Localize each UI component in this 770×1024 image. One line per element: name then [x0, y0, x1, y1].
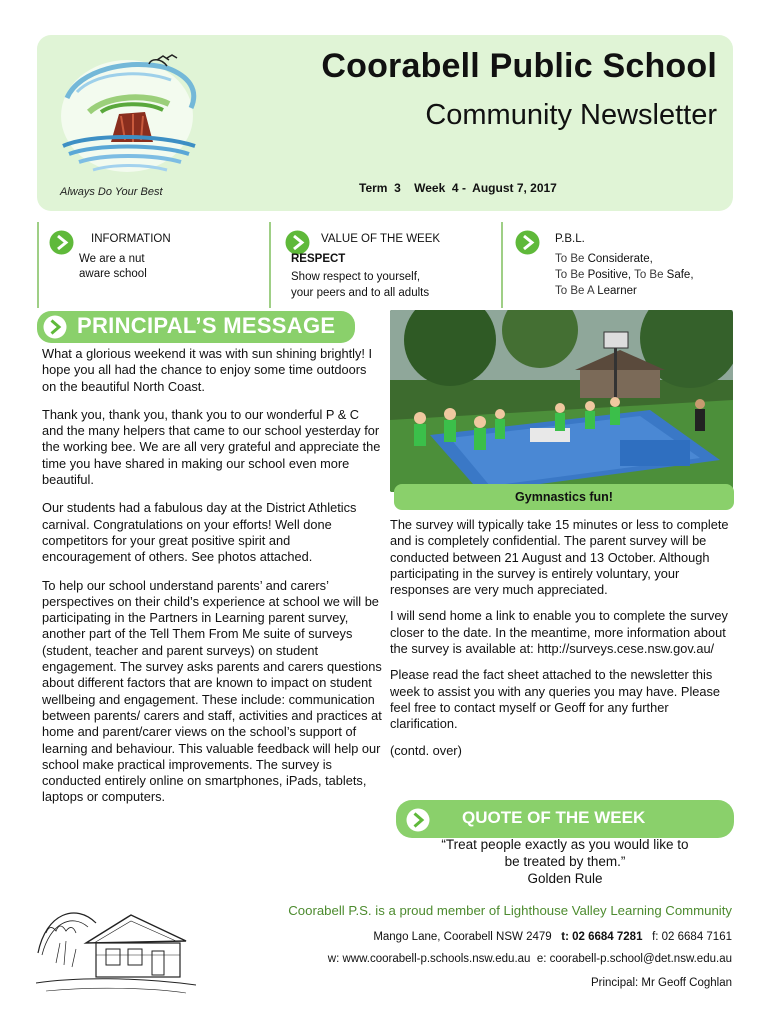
information-box [37, 222, 269, 308]
arrow-right-icon [43, 315, 67, 339]
quote-line: be treated by them.” [504, 854, 626, 869]
principal-message-left-column [42, 346, 382, 806]
principal-paragraph: What a glorious weekend it was with sun shining brightly! I hope you all had the chance to enjoy some time outdoors on the beautiful North Coast. [42, 346, 373, 394]
term-week-date: Term 3 Week 4 - August 7, 2017 [359, 181, 557, 195]
pbl-line: To Be Positive, To Be Safe, [555, 269, 694, 281]
footer-contact-line [373, 931, 732, 943]
footer-phone: t: 02 6684 7281 [561, 931, 643, 943]
footer-member-statement: Coorabell P.S. is a proud member of Lighthouse Valley Learning Community [288, 903, 732, 918]
principal-paragraph: The survey will typically take 15 minutes or less to complete and is completely confidential. The parent survey will be conducted between 21 August and 13 October. Although participating in the survey is entirely voluntary, your responses are very much appreciated. [390, 517, 729, 598]
quote-author: Golden Rule [527, 871, 603, 886]
value-of-week-title: VALUE OF THE WEEK [321, 233, 441, 245]
principal-message-banner [37, 311, 355, 343]
value-of-week-line: Show respect to yourself, [291, 271, 421, 283]
quote-of-week-banner [396, 800, 734, 838]
principal-paragraph: Please read the fact sheet attached to the newsletter this week to assist you with any queries you may have. Please feel free to contact myself or Geoff for any further clarification. [390, 667, 721, 732]
newsletter-header [37, 35, 733, 211]
arrow-right-icon [49, 230, 74, 255]
principal-paragraph: Thank you, thank you, thank you to our wonderful P & C and the many helpers that came to our school yesterday for the working bee. We are all very grateful and appreciate the time you have shared in making our school even more beautiful. [42, 406, 381, 488]
continued-note: (contd. over) [390, 742, 462, 758]
footer-principal: Principal: Mr Geoff Coghlan [590, 977, 732, 989]
footer-web-line [328, 953, 732, 965]
quote-line: “Treat people exactly as you would like to [441, 837, 689, 852]
information-title: INFORMATION [91, 233, 171, 245]
school-logo [49, 50, 207, 183]
footer-fax: f: 02 6684 7161 [652, 931, 732, 943]
value-of-week-box [269, 222, 501, 308]
principal-paragraph: I will send home a link to enable you to complete the survey closer to the date. In the meantime, more information about the survey is available at: http://surveys.cese.nsw.gov.au/ [390, 608, 728, 657]
pbl-title: P.B.L. [555, 233, 585, 245]
information-line: We are a nut [79, 253, 145, 265]
gymnastics-photo [390, 310, 733, 492]
arrow-right-icon [515, 230, 540, 255]
information-line: aware school [79, 268, 147, 280]
newsletter-title: Community Newsletter [425, 99, 717, 131]
school-building-sketch [36, 893, 196, 999]
pbl-line: To Be Considerate, [555, 253, 653, 265]
school-name: Coorabell Public School [321, 47, 717, 85]
arrow-right-icon [406, 808, 430, 832]
school-motto: Always Do Your Best [60, 186, 163, 198]
footer-website: w: www.coorabell-p.schools.nsw.edu.au [327, 953, 531, 965]
pbl-line: To Be A Learner [555, 285, 637, 297]
photo-caption: Gymnastics fun! [394, 484, 734, 510]
pbl-box [501, 222, 733, 308]
value-of-week-line: your peers and to all adults [291, 287, 430, 299]
footer-email: e: coorabell-p.school@det.nsw.edu.au [536, 953, 732, 965]
principal-message-right-column [390, 517, 735, 769]
info-row [37, 222, 733, 308]
principal-paragraph: To help our school understand parents’ and carers’ perspectives on their child’s experience at school we will be participating in the Partners in Learning parent survey, another part of the Tell Them From Me suite of surveys (student, teacher and parent surveys) on student engagement. The survey asks parents and carers questions about different factors that are known to impact on student wellbeing and engagement. These include: communication between parents/ carers and staff, activities and practices at home and parent/carer views on the school’s support of learning and behaviour. This valuable feedback will help our school make practical improvements. The survey is conducted entirely online on smartphones, iPads, tablets, laptops or computers. [42, 577, 382, 805]
principal-paragraph: Our students had a fabulous day at the District Athletics carnival. Congratulations on your efforts! Well done competitors for your great positive spirit and encouragement of others. See photos attached. [42, 500, 357, 565]
quote-of-week-text [396, 836, 734, 887]
quote-of-week-heading: QUOTE OF THE WEEK [462, 808, 646, 827]
footer-address: Mango Lane, Coorabell NSW 2479 [373, 931, 552, 943]
principal-message-heading: PRINCIPAL’S MESSAGE [77, 313, 336, 338]
value-of-week-value: RESPECT [291, 253, 346, 265]
